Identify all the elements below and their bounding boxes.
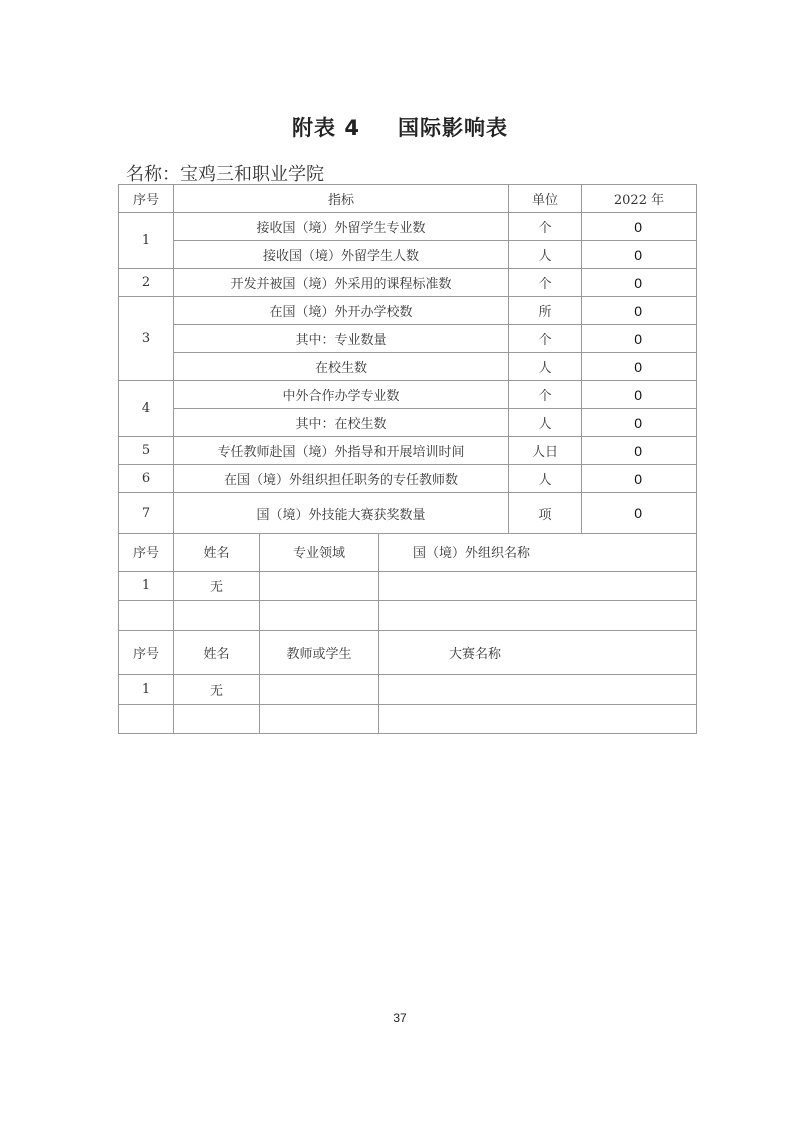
row-value: 0 bbox=[582, 269, 697, 297]
row-indicator: 在国（境）外开办学校数 bbox=[174, 297, 509, 325]
title-part2: 国际影响表 bbox=[397, 116, 508, 140]
page-title bbox=[0, 112, 800, 142]
row-value: 0 bbox=[582, 465, 697, 493]
header-name: 姓名 bbox=[174, 533, 260, 571]
table-row bbox=[119, 353, 697, 381]
table-row bbox=[119, 571, 697, 600]
row-indicator: 接收国（境）外留学生人数 bbox=[174, 241, 509, 269]
table-header-row bbox=[119, 185, 697, 213]
table-row bbox=[119, 674, 697, 704]
title-part1: 附表 4 bbox=[292, 116, 360, 140]
row-seq: 1 bbox=[119, 674, 174, 704]
row-seq: 3 bbox=[119, 297, 174, 381]
header-name: 姓名 bbox=[174, 630, 260, 674]
indicator-table bbox=[118, 184, 697, 534]
row-org bbox=[379, 571, 697, 600]
row-name bbox=[174, 600, 260, 630]
row-seq: 1 bbox=[119, 571, 174, 600]
row-unit: 人日 bbox=[509, 437, 582, 465]
header-field: 专业领域 bbox=[260, 533, 379, 571]
row-value: 0 bbox=[582, 353, 697, 381]
row-seq: 6 bbox=[119, 465, 174, 493]
table-row bbox=[119, 437, 697, 465]
org-name: 名称：宝鸡三和职业学院 bbox=[126, 164, 324, 185]
table-row bbox=[119, 600, 697, 630]
row-seq bbox=[119, 600, 174, 630]
table-row bbox=[119, 465, 697, 493]
row-unit: 人 bbox=[509, 241, 582, 269]
table-row bbox=[119, 297, 697, 325]
row-indicator: 其中：在校生数 bbox=[174, 409, 509, 437]
header-contest: 大赛名称 bbox=[379, 630, 697, 674]
row-unit: 所 bbox=[509, 297, 582, 325]
row-seq bbox=[119, 704, 174, 733]
row-role bbox=[260, 674, 379, 704]
table-row bbox=[119, 241, 697, 269]
row-contest bbox=[379, 674, 697, 704]
page-number: 37 bbox=[393, 1011, 407, 1025]
table-row bbox=[119, 704, 697, 733]
row-name: 无 bbox=[174, 674, 260, 704]
row-value: 0 bbox=[582, 409, 697, 437]
row-field bbox=[260, 571, 379, 600]
row-unit: 项 bbox=[509, 493, 582, 534]
row-indicator: 其中：专业数量 bbox=[174, 325, 509, 353]
table-row bbox=[119, 325, 697, 353]
row-name: 无 bbox=[174, 571, 260, 600]
row-value: 0 bbox=[582, 325, 697, 353]
row-seq: 4 bbox=[119, 381, 174, 437]
table-row bbox=[119, 381, 697, 409]
row-seq: 2 bbox=[119, 269, 174, 297]
header-year: 2022 年 bbox=[582, 185, 697, 213]
table-row bbox=[119, 213, 697, 241]
row-value: 0 bbox=[582, 213, 697, 241]
row-unit: 个 bbox=[509, 269, 582, 297]
header-org: 国（境）外组织名称 bbox=[379, 533, 697, 571]
table-header-row bbox=[119, 533, 697, 571]
row-role bbox=[260, 704, 379, 733]
table-row bbox=[119, 409, 697, 437]
header-unit: 单位 bbox=[509, 185, 582, 213]
table-row bbox=[119, 269, 697, 297]
table-row bbox=[119, 493, 697, 534]
row-indicator: 中外合作办学专业数 bbox=[174, 381, 509, 409]
row-value: 0 bbox=[582, 297, 697, 325]
row-seq: 5 bbox=[119, 437, 174, 465]
row-unit: 人 bbox=[509, 353, 582, 381]
header-seq: 序号 bbox=[119, 533, 174, 571]
row-seq: 1 bbox=[119, 213, 174, 269]
header-indicator: 指标 bbox=[174, 185, 509, 213]
table-header-row bbox=[119, 630, 697, 674]
personnel-table bbox=[118, 533, 697, 734]
row-field bbox=[260, 600, 379, 630]
row-indicator: 在国（境）外组织担任职务的专任教师数 bbox=[174, 465, 509, 493]
row-seq: 7 bbox=[119, 493, 174, 534]
row-value: 0 bbox=[582, 493, 697, 534]
row-org bbox=[379, 600, 697, 630]
row-value: 0 bbox=[582, 241, 697, 269]
row-indicator: 接收国（境）外留学生专业数 bbox=[174, 213, 509, 241]
header-role: 教师或学生 bbox=[260, 630, 379, 674]
header-seq: 序号 bbox=[119, 630, 174, 674]
row-indicator: 开发并被国（境）外采用的课程标准数 bbox=[174, 269, 509, 297]
row-unit: 人 bbox=[509, 409, 582, 437]
row-indicator: 在校生数 bbox=[174, 353, 509, 381]
row-unit: 个 bbox=[509, 325, 582, 353]
row-value: 0 bbox=[582, 381, 697, 409]
row-unit: 个 bbox=[509, 381, 582, 409]
row-indicator: 国（境）外技能大赛获奖数量 bbox=[174, 493, 509, 534]
row-value: 0 bbox=[582, 437, 697, 465]
header-seq: 序号 bbox=[119, 185, 174, 213]
row-unit: 人 bbox=[509, 465, 582, 493]
row-contest bbox=[379, 704, 697, 733]
row-indicator: 专任教师赴国（境）外指导和开展培训时间 bbox=[174, 437, 509, 465]
row-name bbox=[174, 704, 260, 733]
row-unit: 个 bbox=[509, 213, 582, 241]
